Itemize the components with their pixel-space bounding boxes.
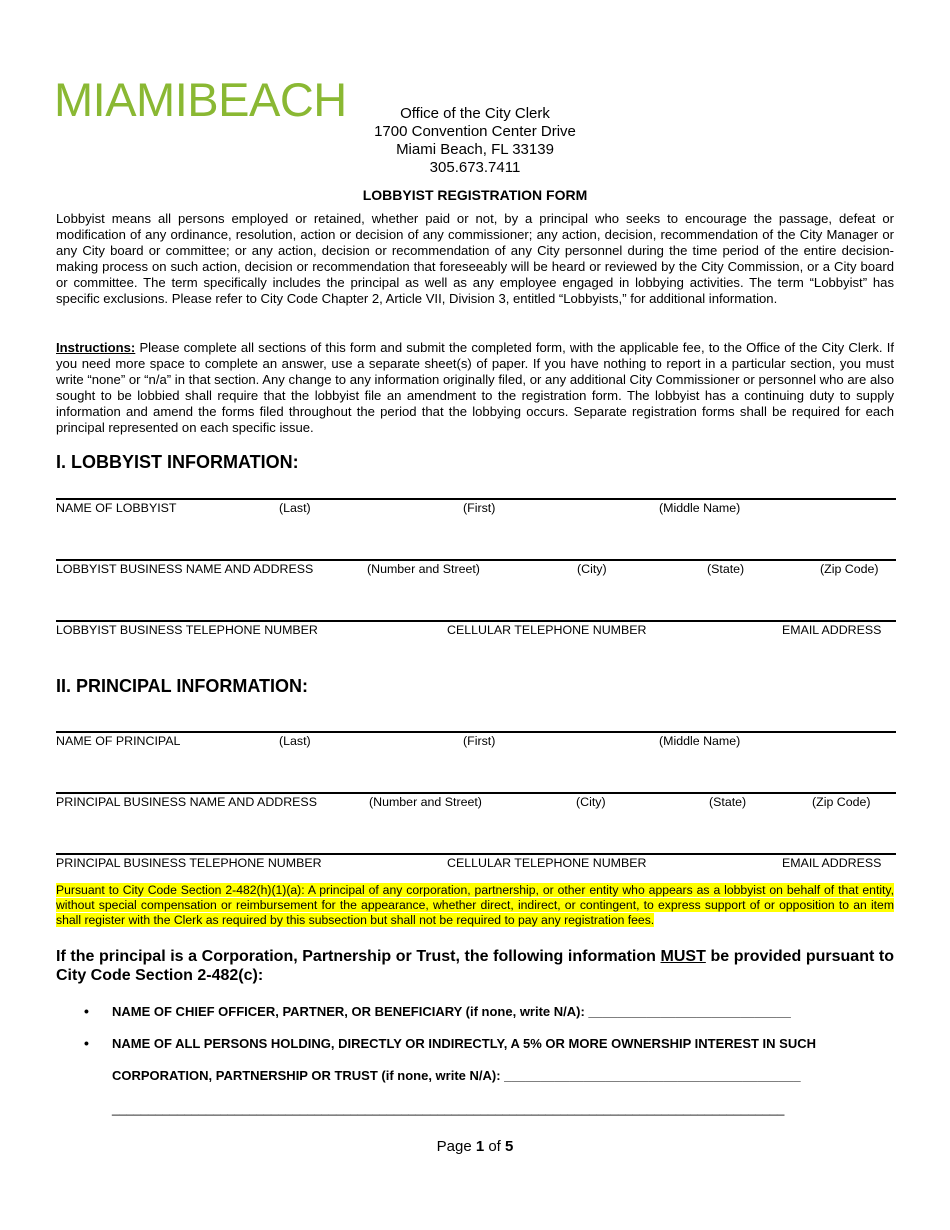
ownership-interest-line-2: CORPORATION, PARTNERSHIP OR TRUST (if none, write N/A): _________________________________________ [112, 1068, 801, 1083]
lobbyist-name-label: NAME OF LOBBYIST [56, 501, 177, 515]
corp-heading-part2: be provided pursuant to City Code Section 2-482(c): [56, 948, 895, 984]
lobbyist-city-label: (City) [577, 562, 607, 576]
ownership-interest-line-1: NAME OF ALL PERSONS HOLDING, DIRECTLY OR INDIRECTLY, A 5% OR MORE OWNERSHIP INTEREST IN SUCH [112, 1036, 816, 1051]
rule-principal-name [56, 731, 896, 733]
highlighted-text: Pursuant to City Code Section 2-482(h)(1)(a): A principal of any corporation, partnership, or other entity who appears as a lobbyist on behalf of that entity, without special compensation or reimbursement for the appearance, whether direct, indirect, or contingent, to express support of or opposition to an item shall register with the Clerk as required by this subsection but shall not be required to pay any registration fees. [56, 883, 894, 927]
office-line-3: Miami Beach, FL 33139 [396, 141, 554, 158]
lobbyist-phone-label: LOBBYIST BUSINESS TELEPHONE NUMBER [56, 623, 318, 637]
lobbyist-email-label: EMAIL ADDRESS [782, 623, 882, 637]
lobbyist-cell-label: CELLULAR TELEPHONE NUMBER [447, 623, 647, 637]
corp-heading-must: MUST [660, 948, 706, 965]
miami-beach-logo [54, 73, 347, 126]
rule-lobbyist-name [56, 498, 896, 500]
office-line-2: 1700 Convention Center Drive [374, 123, 576, 140]
logo-beach: BEACH [187, 73, 347, 126]
instructions-text: Please complete all sections of this form and submit the completed form, with the applicable fee, to the Office of the City Clerk. If you need more space to complete an answer, use a separate sheet(s) of paper. If you have nothing to report in a particular section, you must write “none” or “n/a” in that section. Any change to any information originally filed, or any additional City Commissioner or personnel who are also sought to be lobbied shall require that the lobbyist file an amendment to the registration form. The lobbyist has a continuing duty to supply information and amend the forms filed throughout the period that the lobbying occurs. Separate registration forms shall be required for each principal represented on each specific issue. [56, 340, 894, 435]
principal-first-label: (First) [463, 734, 496, 748]
principal-email-label: EMAIL ADDRESS [782, 856, 882, 870]
principal-street-label: (Number and Street) [369, 795, 482, 809]
bullet-2-symbol: • [84, 1035, 89, 1051]
instructions-paragraph [56, 340, 894, 436]
section-lobbyist-heading: I. LOBBYIST INFORMATION: [56, 452, 299, 472]
principal-cell-label: CELLULAR TELEPHONE NUMBER [447, 856, 647, 870]
office-line-4: 305.673.7411 [429, 159, 521, 176]
bullet-1-symbol: • [84, 1003, 89, 1019]
lobbyist-middle-label: (Middle Name) [659, 501, 741, 515]
lobbyist-first-label: (First) [463, 501, 496, 515]
lobbyist-state-label: (State) [707, 562, 745, 576]
ownership-blank-line: _____________________________________________________________________________________________ [112, 1101, 785, 1116]
page-total: 5 [505, 1138, 514, 1155]
principal-city-label: (City) [576, 795, 606, 809]
principal-zip-label: (Zip Code) [812, 795, 871, 809]
lobbyist-last-label: (Last) [279, 501, 311, 515]
lobbyist-definition: Lobbyist means all persons employed or retained, whether paid or not, by a principal who seeks to encourage the passage, defeat or modification of any ordinance, resolution, action or decision of any commissioner; any action, decision, recommendation of the City Manager or any City board or committee; or any action, decision or recommendation of any City personnel during the time period of the entire decision-making process on such action, decision or recommendation that foreseeably will be heard or reviewed by the City Commission, or a City board or committee. The term specifically includes the principal as well as any employee engaged in lobbying activities. The term “Lobbyist” has specific exclusions. Please refer to City Code Chapter 2, Article VII, Division 3, entitled “Lobbyists,” for additional information. [56, 211, 894, 306]
section-principal-heading: II. PRINCIPAL INFORMATION: [56, 676, 308, 696]
lobbyist-zip-label: (Zip Code) [820, 562, 879, 576]
page-of-word: of [484, 1138, 506, 1155]
principal-state-label: (State) [709, 795, 747, 809]
corp-heading-part1: If the principal is a Corporation, Partnership or Trust, the following information [56, 948, 661, 965]
page-current: 1 [475, 1138, 485, 1155]
principal-last-label: (Last) [279, 734, 311, 748]
chief-officer-line: NAME OF CHIEF OFFICER, PARTNER, OR BENEFICIARY (if none, write N/A): ____________________________ [112, 1004, 791, 1019]
principal-address-label: PRINCIPAL BUSINESS NAME AND ADDRESS [56, 795, 317, 809]
principal-phone-label: PRINCIPAL BUSINESS TELEPHONE NUMBER [56, 856, 322, 870]
principal-fee-exemption-note [56, 883, 894, 928]
page-word: Page [436, 1138, 476, 1155]
instructions-label: Instructions: [56, 340, 136, 355]
principal-name-label: NAME OF PRINCIPAL [56, 734, 181, 748]
page-number [0, 1138, 950, 1155]
rule-lobbyist-phone [56, 620, 896, 622]
office-line-1: Office of the City Clerk [400, 105, 550, 122]
lobbyist-street-label: (Number and Street) [367, 562, 480, 576]
form-title: LOBBYIST REGISTRATION FORM [362, 187, 588, 203]
rule-principal-phone [56, 853, 896, 855]
logo-miami: MIAMI [54, 73, 188, 126]
corporation-heading [56, 947, 894, 985]
lobbyist-address-label: LOBBYIST BUSINESS NAME AND ADDRESS [56, 562, 314, 576]
rule-lobbyist-address [56, 559, 896, 561]
office-address [340, 105, 610, 177]
principal-middle-label: (Middle Name) [659, 734, 741, 748]
rule-principal-address [56, 792, 896, 794]
